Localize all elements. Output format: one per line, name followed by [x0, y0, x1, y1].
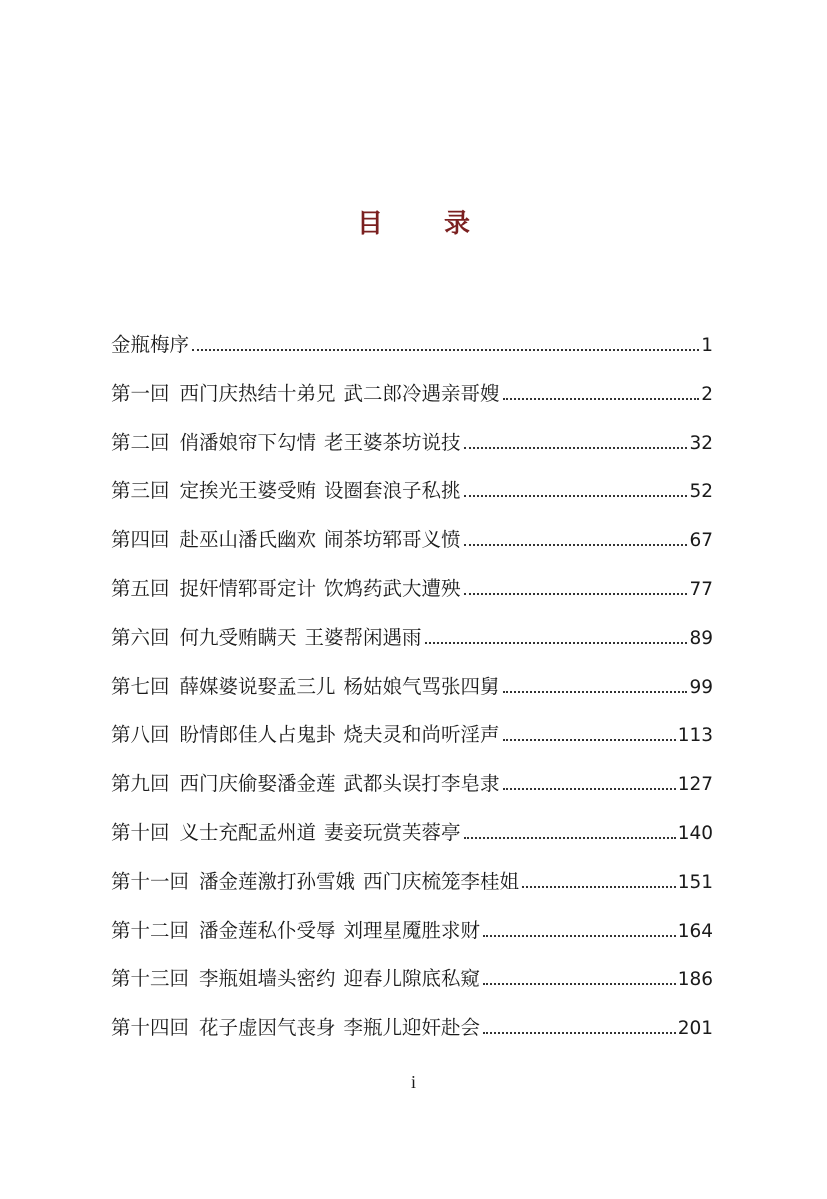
chapter-number: 第一回 [111, 381, 170, 405]
toc-entry[interactable] [111, 1013, 713, 1062]
chapter-number: 第十四回 [111, 1016, 190, 1040]
chapter-title-second: 武都头误打李皂隶 [343, 772, 500, 796]
toc-entry[interactable] [111, 330, 713, 379]
toc-entry-label [111, 916, 480, 946]
toc-page-number: 67 [689, 530, 713, 552]
toc-entry-label [111, 476, 461, 506]
toc-page-number: 113 [677, 725, 713, 747]
dot-leader [464, 544, 688, 546]
toc-entry-label [111, 379, 500, 409]
page-number-footer: i [410, 1072, 416, 1092]
dot-leader [464, 837, 676, 839]
toc-page-number: 89 [689, 627, 713, 649]
toc-page-number: 99 [689, 676, 713, 698]
toc-entry-label [111, 574, 461, 604]
toc-entry[interactable] [111, 428, 713, 477]
toc-page-number: 140 [677, 822, 713, 844]
toc-entry-label [111, 964, 480, 994]
toc-entry-label [111, 818, 461, 848]
toc-entry-label [111, 867, 519, 897]
toc-entry[interactable] [111, 720, 713, 769]
chapter-title-first: 俏潘娘帘下勾情 [179, 430, 317, 454]
toc-entry-label [111, 720, 500, 750]
chapter-title-first: 义士充配孟州道 [179, 820, 317, 844]
dot-leader [483, 1032, 676, 1034]
chapter-number: 第十二回 [111, 918, 190, 942]
toc-entry-label [111, 525, 461, 555]
dot-leader [464, 495, 688, 497]
chapter-number: 第八回 [111, 723, 170, 747]
chapter-title-second: 闹茶坊郓哥义愤 [324, 528, 461, 552]
toc-entry[interactable] [111, 672, 713, 721]
toc-entry[interactable] [111, 574, 713, 623]
dot-leader [483, 935, 676, 937]
toc-entry[interactable] [111, 867, 713, 916]
chapter-title-first: 潘金莲私仆受辱 [199, 918, 336, 942]
chapter-number: 第九回 [111, 772, 170, 796]
chapter-number: 第三回 [111, 479, 170, 503]
chapter-number: 第五回 [111, 576, 170, 600]
page-title: 目 录 [356, 209, 497, 239]
chapter-title-first: 花子虚因气丧身 [199, 1016, 336, 1040]
dot-leader [483, 983, 676, 985]
dot-leader [464, 593, 688, 595]
chapter-title-second: 设圈套浪子私挑 [324, 479, 461, 503]
toc-page-number: 77 [689, 578, 713, 600]
chapter-title-first: 西门庆偷娶潘金莲 [179, 772, 336, 796]
chapter-title-second: 迎春儿隙底私窥 [343, 967, 481, 991]
toc-entry[interactable] [111, 769, 713, 818]
chapter-title-first: 赴巫山潘氏幽欢 [179, 528, 317, 552]
chapter-title-first: 薛媒婆说娶孟三儿 [179, 674, 336, 698]
chapter-title-second: 饮鸩药武大遭殃 [324, 576, 461, 600]
chapter-title-second: 老王婆茶坊说技 [324, 430, 461, 454]
toc-entry[interactable] [111, 964, 713, 1013]
chapter-title-second: 妻妾玩赏芙蓉亭 [324, 820, 461, 844]
toc-entry[interactable] [111, 379, 713, 428]
chapter-title-first: 西门庆热结十弟兄 [179, 381, 336, 405]
toc-entry[interactable] [111, 525, 713, 574]
chapter-number: 第六回 [111, 625, 170, 649]
toc-entry[interactable] [111, 916, 713, 965]
toc-entry[interactable] [111, 623, 713, 672]
chapter-number: 第十三回 [111, 967, 190, 991]
chapter-title-first: 潘金莲激打孙雪娥 [199, 869, 356, 893]
chapter-number: 第四回 [111, 528, 170, 552]
chapter-title-second: 李瓶儿迎奸赴会 [343, 1016, 481, 1040]
toc-entry-label [111, 330, 189, 360]
chapter-title-first: 盼情郎佳人占鬼卦 [179, 723, 336, 747]
toc-entry[interactable] [111, 818, 713, 867]
chapter-title-second: 刘理星魇胜求财 [343, 918, 481, 942]
toc-entry[interactable] [111, 476, 713, 525]
toc-page-number: 2 [701, 383, 713, 405]
toc-page-number: 32 [689, 432, 713, 454]
dot-leader [464, 447, 688, 449]
toc-entry-label [111, 672, 500, 702]
dot-leader [503, 739, 676, 741]
chapter-number: 第十回 [111, 820, 170, 844]
chapter-title-first: 何九受贿瞒天 [179, 625, 297, 649]
chapter-title-first: 捉奸情郓哥定计 [179, 576, 317, 600]
chapter-title-first: 定挨光王婆受贿 [179, 479, 317, 503]
chapter-title-first: 李瓶姐墙头密约 [199, 967, 336, 991]
toc-page-number: 201 [677, 1018, 713, 1040]
dot-leader [503, 691, 688, 693]
chapter-title-second: 西门庆梳笼李桂姐 [363, 869, 520, 893]
toc-page-number: 1 [701, 335, 713, 356]
toc-entry-label [111, 769, 500, 799]
chapter-title-first: 金瓶梅序 [111, 333, 190, 356]
dot-leader [503, 398, 700, 400]
toc-entry-label [111, 623, 422, 653]
chapter-number: 第二回 [111, 430, 170, 454]
dot-leader [503, 788, 676, 790]
chapter-title-second: 烧夫灵和尚听淫声 [343, 723, 500, 747]
chapter-title-second: 武二郎冷遇亲哥嫂 [343, 381, 500, 405]
dot-leader [192, 349, 699, 351]
dot-leader [522, 886, 676, 888]
chapter-title-second: 王婆帮闲遇雨 [304, 625, 422, 649]
chapter-title-second: 杨姑娘气骂张四舅 [343, 674, 500, 698]
table-of-contents [111, 330, 713, 1062]
toc-page-number: 151 [677, 871, 713, 893]
toc-page-number: 164 [677, 920, 713, 942]
chapter-number: 第十一回 [111, 869, 190, 893]
toc-page-number: 52 [689, 481, 713, 503]
chapter-number: 第七回 [111, 674, 170, 698]
toc-page-number: 186 [677, 969, 713, 991]
toc-entry-label [111, 428, 461, 458]
toc-page-number: 127 [677, 774, 713, 796]
toc-entry-label [111, 1013, 480, 1043]
dot-leader [425, 642, 688, 644]
